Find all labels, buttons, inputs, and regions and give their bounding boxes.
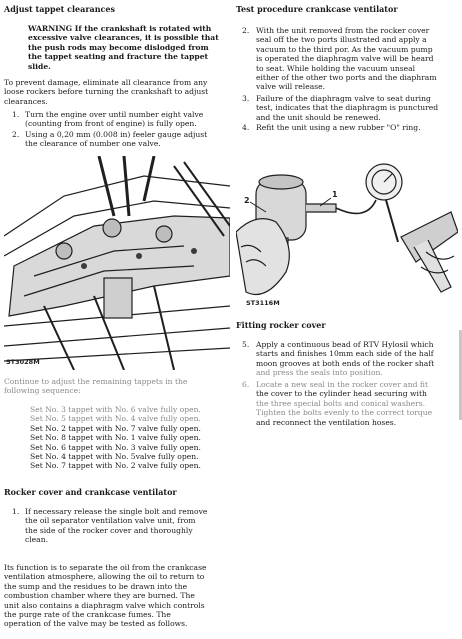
list-item: 2. With the unit removed from the rocker cover seal off the two ports illustrated and apply a vacuum to the third por. As the vacuum pump is operated the diaphragm valve will be heard to seat. While holding the vacuum unseal either of the other two ports and the diaphram valve will release.	[242, 26, 437, 92]
list-item: Set No. 4 tappet with No. 5valve fully open.	[30, 452, 199, 462]
warning-line: the push rods may become dislodged from	[28, 42, 209, 52]
heading-test-procedure: Test procedure crankcase ventilator	[236, 4, 398, 14]
heading-rocker-cover: Rocker cover and crankcase ventilator	[4, 487, 177, 497]
warning-line: slide.	[28, 61, 51, 71]
list-item: Set No. 7 tappet with No. 2 valve fully open.	[30, 461, 201, 471]
figure-label: ST3028M	[6, 357, 40, 366]
list-item: 4. Refit the unit using a new rubber "O" ring.	[242, 123, 421, 132]
list-item: 2. Using a 0,20 mm (0.008 in) feeler gauge adjust the clearance of number one valve.	[12, 130, 208, 149]
function-paragraph: Its function is to separate the oil from the crankcase ventilation atmosphere, allowing the oil to return to the sump and the residues to be drawn into the combustion chamber where they are burned. The unit also contains a diaphragm valve which controls the purge rate of the crankcase fumes. The operation of the valve may be tested as follows.	[4, 563, 207, 629]
intro-paragraph: To prevent damage, eliminate all clearance from any loose rockers before turning the crankshaft to adjust clearances.	[4, 78, 209, 106]
vacuum-pump-illustration	[236, 152, 458, 312]
figure-label: ST3116M	[246, 298, 280, 307]
list-item: 3. Failure of the diaphragm valve to seat during test, indicates that the diaphragm is punctured and the unit should be renewed.	[242, 94, 439, 122]
continue-paragraph: Continue to adjust the remaining tappets in the following sequence:	[4, 377, 188, 396]
list-item: 1. Turn the engine over until number eight valve (counting from front of engine) is fully open.	[12, 110, 204, 129]
list-item: Set No. 8 tappet with No. 1 valve fully open.	[30, 433, 201, 443]
list-item: Set No. 5 tappet with No. 4 valve fully open.	[30, 414, 201, 424]
list-item: 5. Apply a continuous bead of RTV Hylosil which starts and finishes 10mm each side of the half moon grooves at both ends of the rocker shaft and press the seals into position.	[242, 340, 435, 378]
list-item: 1. If necessary release the single bolt and remove the oil separator ventilation valve unit, from the side of the rocker cover and thoroughly clean.	[12, 507, 208, 545]
warning-line: WARNING If the crankshaft is rotated with	[28, 24, 212, 33]
warning-line: excessive valve clearances, it is possible that	[28, 33, 219, 43]
list-item: Set No. 6 tappet with No. 3 valve fully open.	[30, 442, 201, 452]
sequence-list	[30, 405, 230, 471]
heading-adjust-tappet: Adjust tappet clearances	[4, 4, 115, 14]
steps-list	[242, 340, 456, 428]
callout-2: 2	[244, 196, 250, 205]
list-item: Set No. 2 tappet with No. 7 valve fully open.	[30, 423, 201, 433]
list-item: 6. Locate a new seal in the rocker cover and fit the cover to the cylinder head securing with the three special bolts and conical washers. Tighten the bolts evenly to the correct torque and reconnect the ventilation hoses.	[242, 380, 433, 427]
engine-illustration	[4, 156, 230, 370]
steps-list	[12, 110, 230, 150]
callout-1: 1	[332, 190, 338, 199]
warning-block	[28, 24, 232, 71]
steps-list	[242, 26, 456, 133]
list-item: Set No. 3 tappet with No. 6 valve fully open.	[30, 405, 201, 414]
heading-fitting-rocker-cover: Fitting rocker cover	[236, 320, 326, 330]
warning-line: the tappet seating and fracture the tappet	[28, 52, 209, 62]
